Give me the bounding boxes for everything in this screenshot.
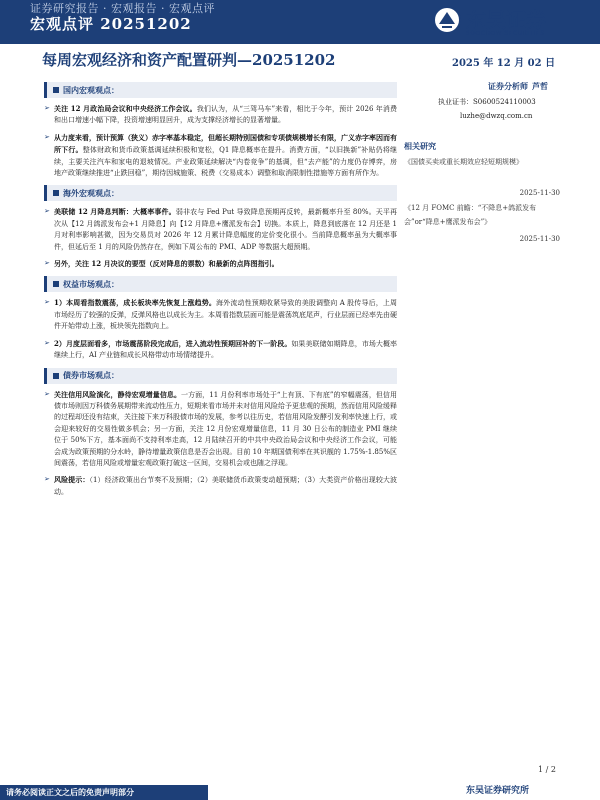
footer-org: 东吴证券研究所 (466, 786, 530, 796)
arrow-bullet-icon: ➢ (44, 132, 50, 141)
related-research-heading: 相关研究 (404, 141, 436, 151)
paragraph: ➢ 关注信用风险演化，静待宏观增量信息。一方面，11 月份利率市场处于“上有顶、下有底”的窄幅震荡，但信用债市场则因万科债务展期带来流动性压力，短期来看市场并未对信用风险给予更悲观的预期，然而信用风险缓释的过程却还没有结束，关注接下来万科股债市场的发展，参考以往历史，若信用风险发酵引发利率快速上行，或会迎来较好的交易性做多机会；另一方面，关注 12 月份宏观增量信息，11 月 30 日公布的制造业 PMI 继续位于 50%下方，基本面尚不支持利率走高，12 月陆续召开的中共中央政治局会议和中央经济工作会议，可能会成为政策预期的分水岭，静待增量政策信息是否会出现。目前 10 年期国债利率在其识舰的 1.75%-1.85%区间震荡，若信用风险或增量宏观政策打破这一区间，交易机会或也随之浮现。 (44, 389, 397, 467)
arrow-bullet-icon: ➢ (44, 475, 50, 484)
brand-logo (432, 2, 582, 42)
related-item-title[interactable]: 《国债买卖或重长期效应轻短期规模》 (404, 158, 523, 166)
report-category: 证券研究报告 · 宏观报告 · 宏观点评 (30, 2, 215, 15)
related-item-title[interactable]: 《12 月 FOMC 前瞻：“不降息+鸽派发布会”or“降息+鹰派发布会”》 (404, 204, 537, 226)
paragraph: ➢ 从力度来看，预计预算（狭义）赤字率基本稳定，但超长期特别国债和专项债规模增长有限，广义赤字率因而有所下行。整体财政和货币政策基调延续积极和宽松，Q1 降息概率在提升。消费方面，“以旧换新”补贴仍将继续，主要关注汽车和家电的退坡情况。产业政策延续解决“内卷竞争”的基调，但“去产能”的力度仍存博弈，房地产政策继续推进“止跌回稳”，期待因城施策、税费（交易成本）调整和取消限制性措施等方面有所作为。 (44, 132, 397, 178)
disclaimer-banner: 请务必阅读正文之后的免责声明部分 (0, 785, 208, 800)
logo-text: 东吴证券 (466, 8, 546, 32)
paragraph: ➢ 2）月度层面看多，市场震荡阶段完成后，进入流动性预期回补的下一阶段。如果美联储如期降息，市场大概率继续上行，AI 产业链和成长风格带动市场情绪提升。 (44, 338, 397, 360)
square-bullet-icon (53, 281, 59, 287)
analyst-role: 证券分析师 (488, 81, 528, 91)
arrow-bullet-icon: ➢ (44, 207, 50, 216)
page-title: 每周宏观经济和资产配置研判—20251202 (42, 51, 336, 69)
section-heading-overseas: 海外宏观观点： (44, 185, 397, 201)
arrow-bullet-icon: ➢ (44, 389, 50, 398)
main-content (44, 76, 397, 498)
paragraph: ➢ 关注 12 月政治局会议和中央经济工作会议。我们认为，从“三驾马车”来看，相比于今年，预计 2026 年消费和出口增速小幅下降，投资增速明显回升，成为支撑经济增长的显著增量。 (44, 104, 398, 125)
square-bullet-icon (53, 373, 59, 379)
analyst-email[interactable]: luzhe@dwzq.com.cn (460, 112, 533, 120)
paragraph: ➢ 另外，关注 12 月决议的要型（反对降息的票数）和最新的点阵图指引。 (44, 259, 279, 269)
report-date: 2025 年 12 月 02 日 (452, 58, 556, 69)
section-heading-equity: 权益市场观点： (44, 276, 397, 292)
arrow-bullet-icon: ➢ (44, 298, 50, 307)
analyst-name: 芦哲 (532, 81, 548, 91)
analyst-license: 执业证书：S0600524110003 (438, 98, 536, 106)
section-heading-domestic: 国内宏观观点： (44, 82, 397, 98)
arrow-bullet-icon: ➢ (44, 259, 50, 268)
related-item-date: 2025-11-30 (519, 235, 560, 243)
logo-mark-icon (432, 6, 462, 34)
logo-subtext: SOOCHOW SECURITIES (466, 30, 545, 37)
report-type-label: 宏观点评 20251202 (30, 15, 192, 33)
analyst-heading (484, 81, 548, 92)
section-heading-bond: 债券市场观点： (44, 368, 397, 384)
page-number: 1 / 2 (538, 765, 556, 774)
square-bullet-icon (53, 190, 59, 196)
paragraph: ➢ 1）本周看指数震荡，成长板块率先恢复上涨趋势。海外流动性预期收紧导致的美股调整向 A 股传导后，上周市场经历了较强的反弹，反弹风格也以成长为主。本周看指数层面可能是震荡筑底尾声，行业层面已经率先由硬件开始带动上涨，板块领先指数向上。 (44, 298, 397, 331)
paragraph: ➢ 美联储 12 月降息判断：大概率事件。弱非农与 Fed Put 导致降息预期再反转，最新概率升至 80%。天平再次从【12 月鸽派发布会+1 月降息】向【12 月降息+鹰派发布会】切换。本质上，降息到底落在 12 月还是 1 月对利率影响甚微，因为交易员对 2026 年 12 月累计降息幅度的定价变化很小。当前降息概率虽为大概率事件，但延后至 1 月的风险仍然存在，例如下周公布的 PMI、ADP 等数据大超预期。 (44, 207, 397, 251)
related-item-date: 2025-11-30 (519, 189, 560, 197)
square-bullet-icon (53, 87, 59, 93)
arrow-bullet-icon: ➢ (44, 338, 50, 347)
arrow-bullet-icon: ➢ (44, 104, 50, 112)
paragraph: ➢ 风险提示：（1）经济政策出台节奏不及预期；（2）美联储货币政策变动超预期；（3）大类资产价格出现较大波动。 (44, 475, 397, 496)
